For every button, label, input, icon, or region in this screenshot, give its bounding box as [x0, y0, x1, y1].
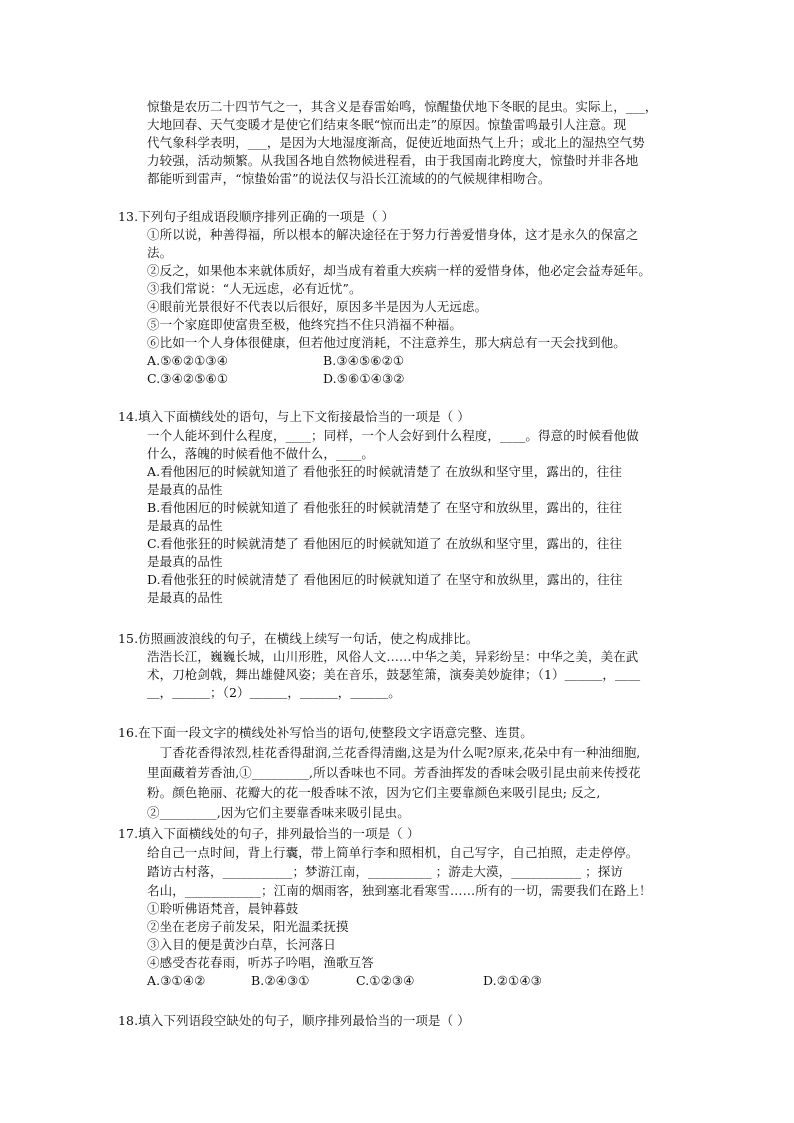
q15-line: ＿，＿＿＿；（2）＿＿＿，＿＿＿，＿＿＿。 — [147, 685, 401, 700]
q14-option-a: A.看他困厄的时候就知道了 看他张狂的时候就清楚了 在放纵和坚守里，露出的，往往 — [147, 464, 622, 479]
q13-line: ①所以说，种善得福，所以根本的解决途径在于努力行善爱惜身体，这才是永久的保富之 — [147, 227, 639, 242]
q13-line: ④眼前光景很好不代表以后很好，原因多半是因为人无远虑。 — [147, 299, 488, 314]
q16-line: 里面藏着芳香油,①_________,所以香味也不同。芳香油挥发的香味会吸引昆虫前来传授花 — [147, 765, 641, 780]
question-13-stem: 13.下列句子组成语段顺序排列正确的一项是（ ） — [118, 209, 395, 224]
q17-choice: ③入目的便是黄沙白草，长河落日 — [147, 937, 337, 952]
q16-line: ②_________,因为它们主要靠香味来吸引昆虫。 — [147, 805, 410, 820]
q14-line: 什么，落魄的时候看他不做什么，____。 — [147, 446, 375, 461]
question-16-stem: 16.在下面一段文字的横线处补写恰当的语句,使整段文字语意完整、连贯。 — [118, 725, 533, 740]
intro-line: 代气象科学表明，___，是因为大地湿度渐高，促使近地面热气上升；或北上的湿热空气势 — [147, 135, 645, 150]
q13-line: 法。 — [147, 245, 173, 260]
q15-line: 术，刀枪剑戟，舞出雄健风姿；美在音乐，鼓瑟笙箫，演奏美妙旋律；（1）＿＿＿，＿＿ — [147, 667, 641, 682]
q17-option-b: B.②④③① — [251, 973, 310, 988]
q13-option-c: C.③④②⑤⑥① — [147, 371, 229, 386]
q14-option-b-cont: 是最真的品性 — [147, 518, 223, 533]
q14-option-c-cont: 是最真的品性 — [147, 554, 223, 569]
q17-choice: ①聆听佛语梵音，晨钟暮鼓 — [147, 901, 299, 916]
q17-line: 踏访古村落，___________；梦游江南，__________ ；游走大漠，___________ ；探访 — [147, 864, 623, 879]
q17-choice: ②坐在老房子前发呆，阳光温柔抚摸 — [147, 919, 349, 934]
q17-option-d: D.②①④③ — [483, 973, 542, 988]
q17-line: 给自己一点时间，背上行囊，带上简单行李和照相机，自己写字，自己拍照，走走停停。 — [147, 845, 639, 860]
q14-option-d: D.看他张狂的时候就清楚了 看他困厄的时候就知道了 在坚守和放纵里，露出的，往往 — [147, 572, 623, 587]
q13-option-b: B.③④⑤⑥②① — [323, 353, 405, 368]
q13-line: ⑤一个家庭即使富贵至极，他终究挡不住只消福不种福。 — [147, 317, 463, 332]
q13-option-a: A.⑤⑥②①③④ — [147, 353, 229, 368]
q17-choice: ④感受杏花春雨，听苏子吟唱，渔歌互答 — [147, 955, 374, 970]
q16-line: 丁香花香得浓烈,桂花香得甜润,兰花香得清幽,这是为什么呢?原来,花朵中有一种油细胞, — [147, 745, 641, 760]
q14-option-c: C.看他张狂的时候就清楚了 看他困厄的时候就知道了 在放纵和坚守里，露出的，往往 — [147, 536, 623, 551]
intro-line: 力较强，活动频繁。从我国各地自然物候进程看，由于我国南北跨度大，惊蛰时并非各地 — [147, 153, 639, 168]
intro-line: 都能听到雷声，“惊蛰始雷”的说法仅与沿长江流域的的气候规律相吻合。 — [147, 171, 551, 186]
q14-line: 一个人能坏到什么程度，____；同样，一个人会好到什么程度，____。得意的时候看他做 — [147, 428, 639, 443]
question-14-stem: 14.填入下面横线处的语句，与上下文衔接最恰当的一项是（ ） — [118, 409, 470, 424]
q13-line: ③我们常说：“人无远虑，必有近忧”。 — [147, 281, 362, 296]
q15-line: 浩浩长江，巍巍长城，山川形胜，风俗人文……中华之美，异彩纷呈：中华之美，美在武 — [147, 649, 639, 664]
q13-option-d: D.⑤⑥①④③② — [323, 371, 405, 386]
q14-option-b: B.看他困厄的时候就知道了 看他张狂的时候就清楚了 在坚守和放纵里，露出的，往往 — [147, 500, 623, 515]
q13-line: ⑥比如一个人身体很健康，但若他过度消耗，不注意养生，那大病总有一天会找到他。 — [147, 335, 626, 350]
q17-option-a: A.③①④② — [147, 973, 206, 988]
question-17-stem: 17.填入下面横线处的句子，排列最恰当的一项是（ ） — [118, 826, 420, 841]
intro-line: 大地回春、天气变暖才是使它们结束冬眠“惊而出走”的原因。惊蛰雷鸣最引人注意。现 — [147, 117, 627, 132]
intro-line: 惊蛰是农历二十四节气之一，其含义是春雷始鸣，惊醒蛰伏地下冬眠的昆虫。实际上，___， — [147, 99, 658, 114]
question-18-stem: 18.填入下列语段空缺处的句子，顺序排列最恰当的一项是（ ） — [118, 1013, 470, 1028]
q13-line: ②反之，如果他本来就体质好，却当成有着重大疾病一样的爱惜身体，他必定会益寿延年。 — [147, 263, 652, 278]
question-15-stem: 15.仿照画波浪线的句子，在横线上续写一句话，使之构成排比。 — [118, 631, 479, 646]
q16-line: 粉。颜色艳丽、花瓣大的花一般香味不浓，因为它们主要靠颜色来吸引昆虫; 反之, — [147, 785, 601, 800]
q17-option-c: C.①②③④ — [356, 973, 415, 988]
q17-line: 名山，____________；江南的烟雨客，独到塞北看寒雪……所有的一切，需要我们在路上！ — [147, 883, 652, 898]
q14-option-a-cont: 是最真的品性 — [147, 482, 223, 497]
q14-option-d-cont: 是最真的品性 — [147, 590, 223, 605]
